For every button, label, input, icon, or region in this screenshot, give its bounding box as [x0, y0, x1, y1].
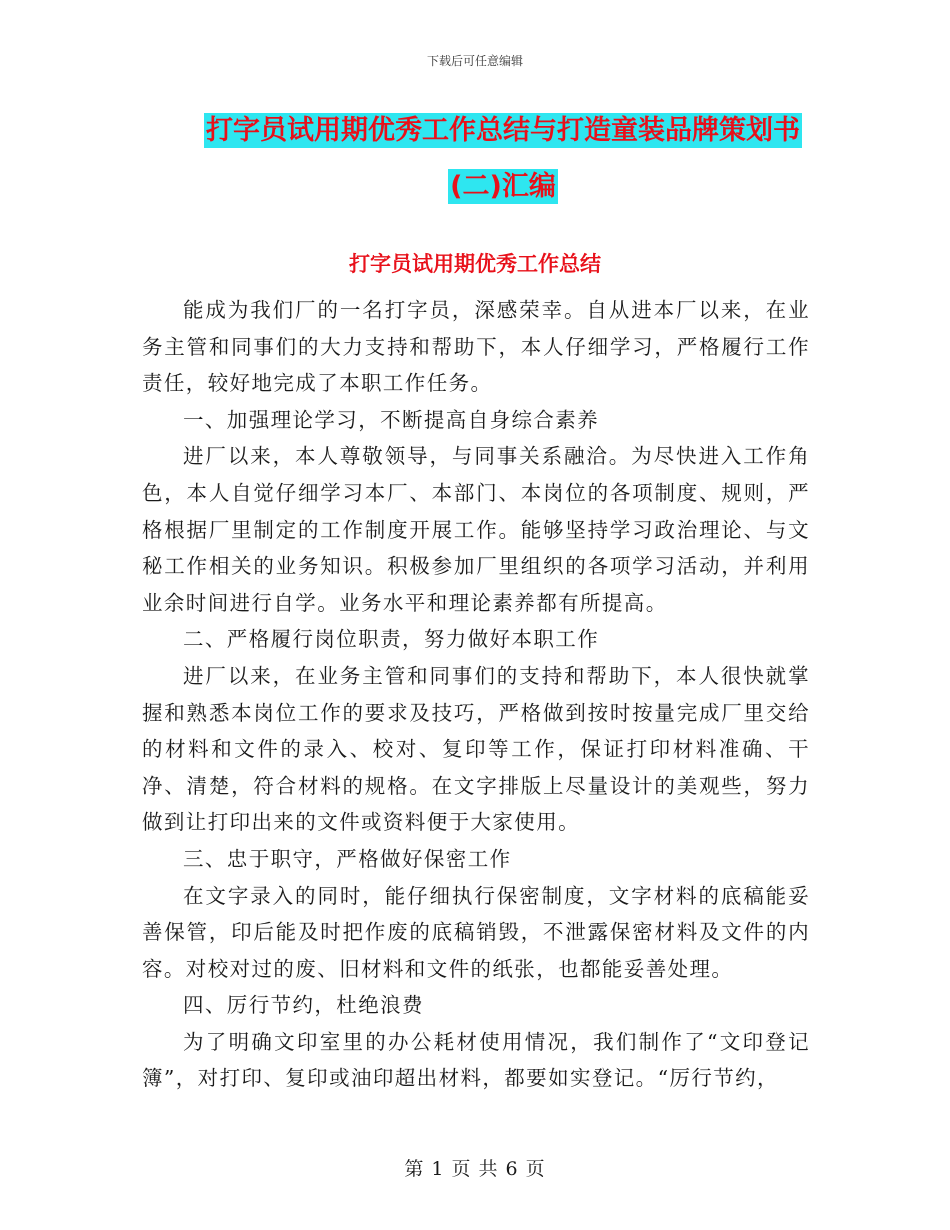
header-note: 下载后可任意编辑	[426, 54, 523, 68]
body-paragraph-4: 为了明确文印室里的办公耗材使用情况，我们制作了“文印登记簿”，对打印、复印或油印超出材料，都要如实登记。“厉行节约，	[142, 1029, 810, 1091]
document-title	[0, 108, 950, 220]
intro-paragraph: 能成为我们厂的一名打字员，深感荣幸。自从进本厂以来，在业务主管和同事们的大力支持和帮助下，本人仔细学习，严格履行工作责任，较好地完成了本职工作任务。	[142, 298, 810, 396]
title-highlight-2: (二)汇编	[450, 171, 556, 202]
document-title-line-1	[56, 108, 950, 164]
title-highlight-1: 打字员试用期优秀工作总结与打造童装品牌策划书	[206, 115, 800, 146]
section-title: 打字员试用期优秀工作总结	[349, 252, 601, 276]
document-title-line-2	[56, 164, 950, 220]
body-paragraph-3: 在文字录入的同时，能仔细执行保密制度，文字材料的底稿能妥善保管，印后能及时把作废的底稿销毁，不泄露保密材料及文件的内容。对校对过的废、旧材料和文件的纸张，也都能妥善处理。	[142, 883, 810, 981]
document-body	[142, 292, 810, 1097]
heading-1: 一、加强理论学习，不断提高自身综合素养	[183, 407, 600, 432]
body-paragraph-2: 进厂以来，在业务主管和同事们的支持和帮助下，本人很快就掌握和熟悉本岗位工作的要求及技巧，严格做到按时按量完成厂里交给的材料和文件的录入、校对、复印等工作，保证打印材料准确、干净、清楚，符合材料的规格。在文字排版上尽量设计的美观些，努力做到让打印出来的文件或资料便于大家使用。	[142, 663, 810, 835]
page-footer: 第 1 页 共 6 页	[404, 1158, 546, 1180]
heading-4: 四、厉行节约，杜绝浪费	[183, 993, 424, 1018]
heading-3: 三、忠于职守，严格做好保密工作	[183, 846, 512, 871]
heading-2: 二、严格履行岗位职责，努力做好本职工作	[183, 627, 600, 652]
body-paragraph-1: 进厂以来，本人尊敬领导，与同事关系融洽。为尽快进入工作角色，本人自觉仔细学习本厂、本部门、本岗位的各项制度、规则，严格根据厂里制定的工作制度开展工作。能够坚持学习政治理论、与文秘工作相关的业务知识。积极参加厂里组织的各项学习活动，并利用业余时间进行自学。业务水平和理论素养都有所提高。	[142, 444, 810, 615]
